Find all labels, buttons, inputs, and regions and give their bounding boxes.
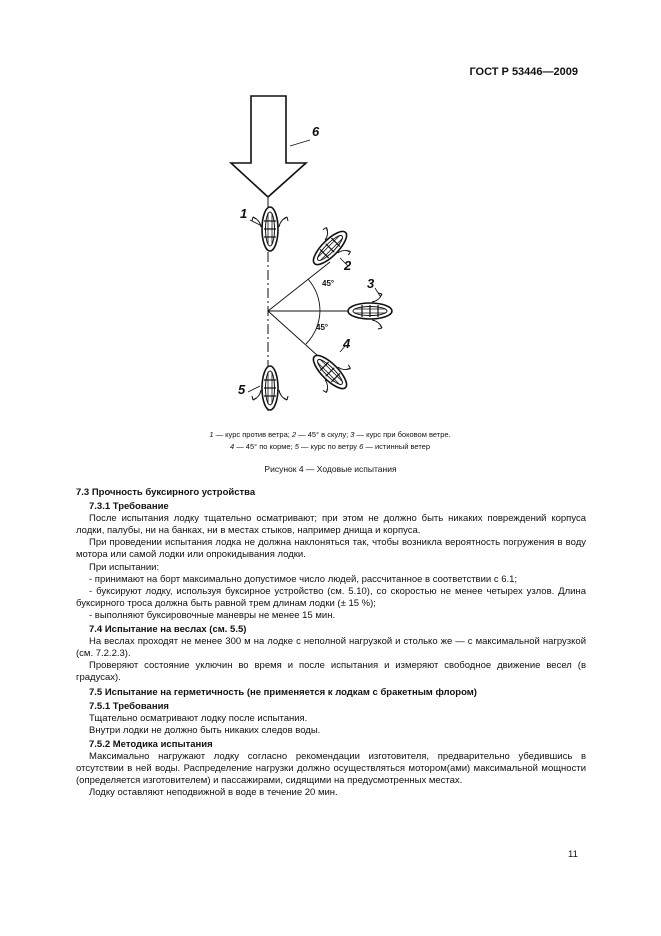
paragraph: При испытании: — [89, 561, 160, 573]
wind-arrow — [231, 96, 306, 197]
boat-1 — [252, 207, 288, 251]
paragraph: Внутри лодки не должно быть никаких следов воды. — [89, 724, 321, 736]
document-body — [76, 484, 586, 799]
label-2: 2 — [344, 258, 352, 273]
list-item: - выполняют буксировочные маневры не менее 15 мин. — [89, 609, 336, 621]
label-1: 1 — [240, 206, 248, 221]
section-7-4-heading: 7.4 Испытание на веслах (см. 5.5) — [89, 624, 247, 636]
figure-4-diagram — [0, 0, 661, 430]
angle-label-bottom: 45° — [316, 323, 329, 332]
label-6: 6 — [312, 124, 320, 139]
angle-label-top: 45° — [322, 279, 335, 288]
paragraph: Тщательно осматривают лодку после испытания. — [89, 712, 308, 724]
section-7-5-heading: 7.5 Испытание на герметичность (не применяется к лодкам с бракетным флором) — [89, 686, 477, 698]
label-4: 4 — [343, 336, 351, 351]
paragraph: При проведении испытания лодка не должна наклоняться так, чтобы возникла вероятность погружения в воду мотора или самой лодки или опрокидывания лодки. — [76, 537, 586, 561]
paragraph: Проверяют состояние уключин во время и после испытания и измеряют свободное движение весел (в градусах). — [76, 660, 586, 684]
paragraph: На веслах проходят не менее 300 м на лодке с неполной нагрузкой и столько же — с максимальной нагрузкой (см. 7.2.2.3). — [76, 636, 586, 660]
section-7-3-1-heading: 7.3.1 Требование — [89, 501, 169, 513]
section-7-3-heading: 7.3 Прочность буксирного устройства — [76, 487, 256, 498]
paragraph: Максимально нагружают лодку согласно рекомендации изготовителя, предварительно убедившись в отсутствии в ней воды. Распределение нагрузки должно осуществляться мотором(ами) максимальной мощности (определяется изготовителем) и пассажирами, сидящими на предусмотренных местах. — [76, 750, 586, 787]
paragraph: Лодку оставляют неподвижной в воде в течение 20 мин. — [89, 787, 338, 799]
paragraph: После испытания лодку тщательно осматривают; при этом не должно быть никаких повреждений корпуса лодки, палубы, ни на банках, ни в местах стыков, например днища и корпуса. — [76, 513, 586, 537]
legend-line-1: 1 — курс против ветра; 2 — 45° в скулу; 3 — курс при боковом ветре. — [209, 430, 451, 439]
page-number: 11 — [568, 849, 578, 860]
label-3: 3 — [367, 276, 375, 291]
boat-3 — [348, 293, 392, 329]
section-7-5-1-heading: 7.5.1 Требования — [89, 700, 169, 712]
boat-4 — [302, 344, 359, 401]
list-item: - буксируют лодку, используя буксирное устройство (см. 5.10), со скоростью не менее четырех узлов. Длина буксирного троса должна быть равной трем длинам лодки (± 15 %); — [76, 585, 586, 609]
list-item: - принимают на борт максимально допустимое число людей, рассчитанное в соответствии с 6.1; — [89, 573, 518, 585]
section-7-5-2-heading: 7.5.2 Методика испытания — [89, 738, 213, 750]
label-5: 5 — [238, 382, 246, 397]
boat-5 — [252, 366, 288, 410]
legend-line-2: 4 — 45° по корме; 5 — курс по ветру 6 — истинный ветер — [229, 442, 431, 451]
standard-header: ГОСТ Р 53446—2009 — [469, 66, 578, 78]
figure-caption: Рисунок 4 — Ходовые испытания — [264, 464, 397, 474]
figure-legend — [120, 429, 540, 453]
